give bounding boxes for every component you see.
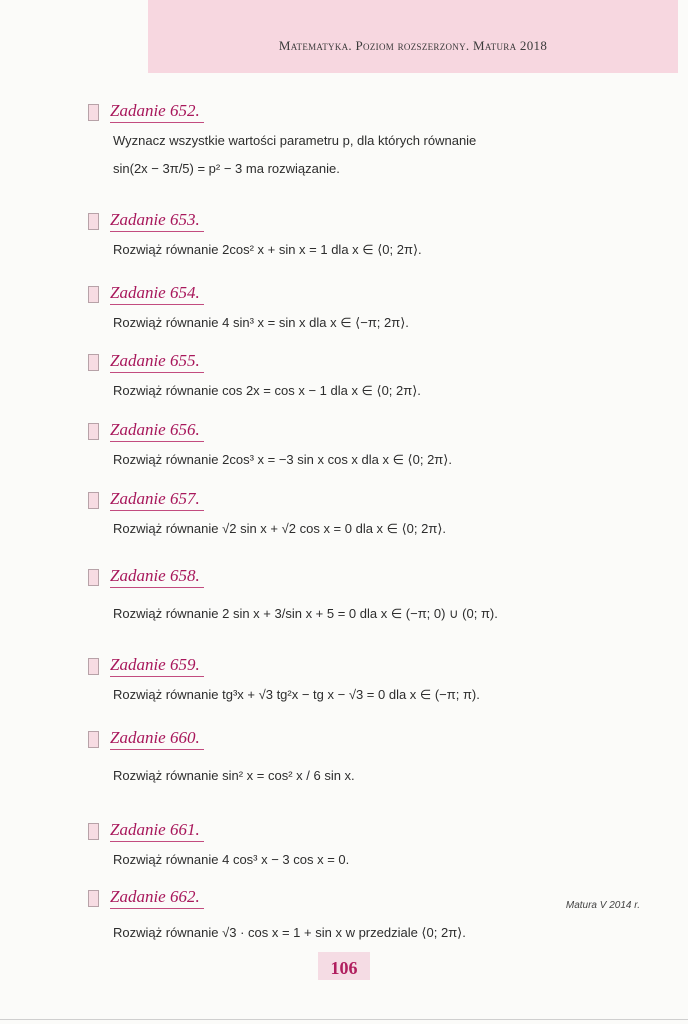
task-text: [113, 923, 648, 943]
task-line: Rozwiąż równanie √2 sin x + √2 cos x = 0 dla x ∈ ⟨0; 2π⟩.: [113, 521, 447, 536]
task-header: [88, 655, 648, 679]
task-title: Zadanie 656.: [110, 420, 204, 442]
checkbox-icon[interactable]: [88, 492, 99, 509]
running-header: Matematyka. Poziom rozszerzony. Matura 2018: [278, 38, 548, 53]
checkbox-icon[interactable]: [88, 423, 99, 440]
task-title: Zadanie 652.: [110, 101, 204, 123]
task-658: [88, 566, 648, 624]
task-line: Rozwiąż równanie sin² x = cos² x / 6 sin x.: [113, 768, 355, 783]
task-text: [113, 604, 648, 624]
task-text: [113, 381, 648, 401]
task-title: Zadanie 659.: [110, 655, 204, 677]
task-line: Wyznacz wszystkie wartości parametru p, dla których równanie: [113, 133, 477, 148]
task-line: Rozwiąż równanie 2 sin x + 3/sin x + 5 = 0 dla x ∈ (−π; 0) ∪ (0; π).: [113, 606, 498, 621]
task-header: [88, 728, 648, 752]
task-text: [113, 131, 648, 179]
task-text: [113, 313, 648, 333]
task-657: [88, 489, 648, 539]
task-header: [88, 351, 648, 375]
task-title: Zadanie 655.: [110, 351, 204, 373]
task-660: [88, 728, 648, 786]
task-652: [88, 101, 648, 179]
checkbox-icon[interactable]: [88, 658, 99, 675]
task-656: [88, 420, 648, 470]
task-654: [88, 283, 648, 333]
task-655: [88, 351, 648, 401]
task-header: [88, 820, 648, 844]
task-header: [88, 887, 648, 911]
checkbox-icon[interactable]: [88, 286, 99, 303]
checkbox-icon[interactable]: [88, 569, 99, 586]
task-header: [88, 101, 648, 125]
task-header: [88, 566, 648, 590]
task-title: Zadanie 653.: [110, 210, 204, 232]
task-title: Zadanie 662.: [110, 887, 204, 909]
page-number: 106: [330, 958, 358, 978]
task-title: Zadanie 657.: [110, 489, 204, 511]
task-title: Zadanie 660.: [110, 728, 204, 750]
task-title: Zadanie 661.: [110, 820, 204, 842]
task-header: [88, 210, 648, 234]
task-653: [88, 210, 648, 260]
task-header: [88, 489, 648, 513]
checkbox-icon[interactable]: [88, 823, 99, 840]
task-text: [113, 519, 648, 539]
task-text: [113, 850, 648, 870]
source-note: Matura V 2014 r.: [565, 900, 640, 911]
task-title: Zadanie 654.: [110, 283, 204, 305]
checkbox-icon[interactable]: [88, 890, 99, 907]
task-text: [113, 685, 648, 705]
task-line: Rozwiąż równanie 4 cos³ x − 3 cos x = 0.: [113, 852, 350, 867]
task-661: [88, 820, 648, 870]
checkbox-icon[interactable]: [88, 104, 99, 121]
checkbox-icon[interactable]: [88, 354, 99, 371]
task-line: Rozwiąż równanie tg³x + √3 tg²x − tg x − √3 = 0 dla x ∈ (−π; π).: [113, 687, 480, 702]
page-edge-divider: [0, 1019, 688, 1020]
task-659: [88, 655, 648, 705]
task-line: sin(2x − 3π/5) = p² − 3 ma rozwiązanie.: [113, 161, 340, 176]
task-line: Rozwiąż równanie 2cos³ x = −3 sin x cos x dla x ∈ ⟨0; 2π⟩.: [113, 452, 452, 467]
header-band: [148, 0, 678, 73]
task-line: Rozwiąż równanie √3 · cos x = 1 + sin x w przedziale ⟨0; 2π⟩.: [113, 925, 466, 940]
task-text: [113, 240, 648, 260]
task-line: Rozwiąż równanie cos 2x = cos x − 1 dla x ∈ ⟨0; 2π⟩.: [113, 383, 421, 398]
task-text: [113, 766, 648, 786]
task-title: Zadanie 658.: [110, 566, 204, 588]
task-line: Rozwiąż równanie 2cos² x + sin x = 1 dla x ∈ ⟨0; 2π⟩.: [113, 242, 422, 257]
task-line: Rozwiąż równanie 4 sin³ x = sin x dla x ∈ ⟨−π; 2π⟩.: [113, 315, 409, 330]
checkbox-icon[interactable]: [88, 213, 99, 230]
task-662: [88, 887, 648, 943]
task-text: [113, 450, 648, 470]
task-header: [88, 283, 648, 307]
checkbox-icon[interactable]: [88, 731, 99, 748]
task-header: [88, 420, 648, 444]
